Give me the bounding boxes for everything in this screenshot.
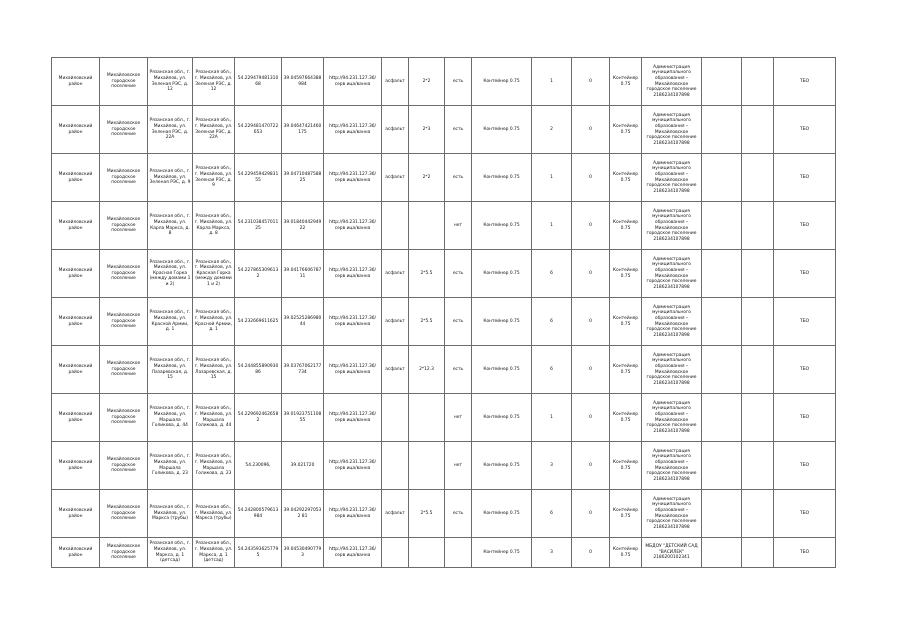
cell-container-count: 1: [532, 202, 572, 250]
cell-area: [409, 394, 445, 442]
cell-container-type: Контейнер 0.75: [472, 250, 532, 298]
cell-area: [409, 442, 445, 490]
cell-container-planned: 0: [572, 442, 610, 490]
cell-container-kind: Контейнер 0.75: [610, 490, 642, 538]
cell-empty-a: [702, 538, 742, 568]
cell-settlement: Михайловское городское поселение: [100, 154, 148, 202]
cell-empty-b: [742, 58, 774, 106]
cell-longitude: 39.021720: [282, 442, 324, 490]
cell-container-type: Контейнер 0.75: [472, 490, 532, 538]
cell-empty-b: [742, 154, 774, 202]
table-row: [52, 58, 836, 106]
cell-district: Михайловский район: [52, 106, 100, 154]
cell-container-kind: Контейнер 0.75: [610, 538, 642, 568]
cell-empty-b: [742, 394, 774, 442]
cell-container-count: 1: [532, 154, 572, 202]
cell-container-type: Контейнер 0.75: [472, 442, 532, 490]
cell-surface: асфальт: [382, 298, 409, 346]
cell-empty-b: [742, 442, 774, 490]
cell-address: Рязанская обл., г. Михайлов, ул. Маркса, д. 1 (детсад): [148, 538, 193, 568]
cell-settlement: Михайловское городское поселение: [100, 394, 148, 442]
cell-owner: Администрация муниципального образования – Михайловское городское поселение 2186234107898: [642, 346, 702, 394]
cell-url: http://94.231.127.36/серв ица/ванна: [324, 442, 382, 490]
cell-address: Рязанская обл., г. Михайлов, ул. Лазаревская, д. 15: [148, 346, 193, 394]
cell-address: Рязанская обл., г. Михайлов, ул. Зеленая РЭС, д. 22А: [148, 106, 193, 154]
cell-address: Рязанская обл., г. Михайлов, ул. Маршала Голикова, д. 23: [148, 442, 193, 490]
cell-container-kind: Контейнер 0.75: [610, 250, 642, 298]
cell-container-planned: 0: [572, 490, 610, 538]
cell-address: Рязанская обл., г. Михайлов, ул. Маршала Голикова, д. 44: [148, 394, 193, 442]
cell-surface: [382, 442, 409, 490]
cell-settlement: Михайловское городское поселение: [100, 442, 148, 490]
cell-waste-type: ТБО: [774, 106, 836, 154]
cell-district: Михайловский район: [52, 250, 100, 298]
cell-fence: нет: [445, 202, 472, 250]
cell-container-type: Контейнер 0.75: [472, 538, 532, 568]
cell-fence: нет: [445, 442, 472, 490]
cell-surface: [382, 394, 409, 442]
cell-area: [409, 202, 445, 250]
cell-address-detail: Рязанская обл., г. Михайлов, ул. Маркса (трубы): [193, 490, 235, 538]
cell-district: Михайловский район: [52, 298, 100, 346]
cell-address-detail: Рязанская обл., г. Михайлов, ул. Зеленая РЭС, д. 12: [193, 58, 235, 106]
cell-empty-b: [742, 490, 774, 538]
cell-fence: есть: [445, 490, 472, 538]
cell-container-count: 3: [532, 442, 572, 490]
cell-owner: Администрация муниципального образования – Михайловское городское поселение 2186234107898: [642, 442, 702, 490]
cell-latitude: 54.242800579613 984: [235, 490, 282, 538]
cell-area: 2*5.5: [409, 298, 445, 346]
cell-container-count: 6: [532, 250, 572, 298]
cell-container-planned: 0: [572, 154, 610, 202]
cell-longitude: 39.03767062177 734: [282, 346, 324, 394]
cell-container-kind: Контейнер 0.75: [610, 202, 642, 250]
cell-address-detail: Рязанская обл., г. Михайлов, ул. Маркса, д. 1 (детсад): [193, 538, 235, 568]
cell-empty-a: [702, 346, 742, 394]
cell-surface: асфальт: [382, 106, 409, 154]
registry-table: [51, 57, 836, 568]
cell-address-detail: Рязанская обл., г. Михайлов, ул. Красной Армии, д. 1: [193, 298, 235, 346]
table-row: [52, 202, 836, 250]
cell-container-kind: Контейнер 0.75: [610, 58, 642, 106]
cell-address-detail: Рязанская обл., г. Михайлов, ул. Лазаревская, д. 15: [193, 346, 235, 394]
cell-address: Рязанская обл., г. Михайлов, ул. Красная Горка (между домами 1 и 2): [148, 250, 193, 298]
cell-url: http://94.231.127.36/серв ица/ванна: [324, 106, 382, 154]
cell-container-planned: 0: [572, 346, 610, 394]
cell-container-type: Контейнер 0.75: [472, 154, 532, 202]
cell-longitude: 39.01923751108 55: [282, 394, 324, 442]
cell-waste-type: ТБО: [774, 58, 836, 106]
cell-url: http://94.231.127.36/серв ица/ванна: [324, 394, 382, 442]
cell-empty-b: [742, 298, 774, 346]
cell-waste-type: ТБО: [774, 538, 836, 568]
table-row: [52, 106, 836, 154]
cell-url: http://94.231.127.36/серв ица/ванна: [324, 346, 382, 394]
cell-district: Михайловский район: [52, 538, 100, 568]
cell-longitude: 39.04292297053 2 81: [282, 490, 324, 538]
cell-empty-b: [742, 250, 774, 298]
cell-empty-a: [702, 154, 742, 202]
cell-owner: Администрация муниципального образования – Михайловское городское поселение 2186234107898: [642, 154, 702, 202]
cell-district: Михайловский район: [52, 490, 100, 538]
cell-district: Михайловский район: [52, 202, 100, 250]
cell-waste-type: ТБО: [774, 346, 836, 394]
cell-container-type: Контейнер 0.75: [472, 298, 532, 346]
cell-empty-a: [702, 202, 742, 250]
cell-latitude: 54.244855890930 86: [235, 346, 282, 394]
cell-container-type: Контейнер 0.75: [472, 58, 532, 106]
table-row: [52, 298, 836, 346]
cell-waste-type: ТБО: [774, 394, 836, 442]
table-row: [52, 346, 836, 394]
cell-area: 2*2: [409, 154, 445, 202]
cell-url: http://94.231.127.36/серв ица/ванна: [324, 298, 382, 346]
cell-waste-type: ТБО: [774, 442, 836, 490]
table-row: [52, 250, 836, 298]
cell-longitude: 39.04530490779 3: [282, 538, 324, 568]
cell-settlement: Михайловское городское поселение: [100, 346, 148, 394]
cell-latitude: 54.231038457011 25: [235, 202, 282, 250]
cell-container-type: Контейнер 0.75: [472, 202, 532, 250]
cell-address: Рязанская обл., г. Михайлов, ул. Красной Армии, д. 1: [148, 298, 193, 346]
cell-waste-type: ТБО: [774, 250, 836, 298]
cell-latitude: 54.229479481310 68: [235, 58, 282, 106]
cell-fence: есть: [445, 154, 472, 202]
cell-district: Михайловский район: [52, 154, 100, 202]
cell-address: Рязанская обл., г. Михайлов, ул. Зеленая РЭС, д. 12: [148, 58, 193, 106]
table-row: [52, 490, 836, 538]
cell-waste-type: ТБО: [774, 490, 836, 538]
table-row: [52, 538, 836, 568]
cell-address-detail: Рязанская обл., г. Михайлов, ул. Карла Маркса, д. 8: [193, 202, 235, 250]
cell-owner: Администрация муниципального образования – Михайловское городское поселение 2186234107898: [642, 298, 702, 346]
cell-empty-a: [702, 442, 742, 490]
cell-container-planned: 0: [572, 538, 610, 568]
cell-latitude: 54.229481470722 653: [235, 106, 282, 154]
cell-container-planned: 0: [572, 250, 610, 298]
cell-area: [409, 538, 445, 568]
cell-container-kind: Контейнер 0.75: [610, 442, 642, 490]
cell-latitude: 54.227865309613 2: [235, 250, 282, 298]
table-row: [52, 394, 836, 442]
cell-longitude: 39.04710487588 25: [282, 154, 324, 202]
cell-longitude: 39.01840442949 22: [282, 202, 324, 250]
cell-district: Михайловский район: [52, 58, 100, 106]
cell-address: Рязанская обл., г. Михайлов, ул. Карла Маркса, д. 8: [148, 202, 193, 250]
cell-longitude: 39.02525286980 44: [282, 298, 324, 346]
cell-surface: асфальт: [382, 250, 409, 298]
cell-owner: Администрация муниципального образования – Михайловское городское поселение 2186234107898: [642, 394, 702, 442]
cell-latitude: 54.232669611625: [235, 298, 282, 346]
cell-waste-type: ТБО: [774, 202, 836, 250]
cell-district: Михайловский район: [52, 394, 100, 442]
cell-surface: асфальт: [382, 346, 409, 394]
cell-area: 2*2: [409, 58, 445, 106]
cell-surface: асфальт: [382, 490, 409, 538]
cell-empty-a: [702, 106, 742, 154]
cell-container-count: 3: [532, 538, 572, 568]
cell-longitude: 39.04647421460 175: [282, 106, 324, 154]
cell-settlement: Михайловское городское поселение: [100, 106, 148, 154]
cell-url: http://94.231.127.36/серв ица/ванна: [324, 250, 382, 298]
cell-container-type: Контейнер 0.75: [472, 106, 532, 154]
cell-empty-a: [702, 58, 742, 106]
cell-district: Михайловский район: [52, 346, 100, 394]
cell-container-kind: Контейнер 0.75: [610, 154, 642, 202]
cell-fence: есть: [445, 58, 472, 106]
cell-surface: [382, 538, 409, 568]
cell-surface: асфальт: [382, 58, 409, 106]
cell-url: http://94.231.127.36/серв ица/ванна: [324, 202, 382, 250]
cell-url: http://94.231.127.36/серв ица/ванна: [324, 154, 382, 202]
cell-district: Михайловский район: [52, 442, 100, 490]
cell-owner: Администрация муниципального образования – Михайловское городское поселение 2186234107898: [642, 58, 702, 106]
cell-container-count: 6: [532, 490, 572, 538]
cell-area: 2*5.5: [409, 250, 445, 298]
cell-fence: [445, 538, 472, 568]
cell-settlement: Михайловское городское поселение: [100, 490, 148, 538]
cell-address-detail: Рязанская обл., г. Михайлов, ул. Маршала Голикова, д. 44: [193, 394, 235, 442]
cell-empty-a: [702, 490, 742, 538]
cell-empty-a: [702, 250, 742, 298]
cell-container-planned: 0: [572, 106, 610, 154]
cell-container-kind: Контейнер 0.75: [610, 346, 642, 394]
cell-settlement: Михайловское городское поселение: [100, 298, 148, 346]
cell-container-planned: 0: [572, 394, 610, 442]
cell-container-count: 6: [532, 346, 572, 394]
cell-container-count: 2: [532, 106, 572, 154]
cell-url: http://94.231.127.36/серв ица/ванна: [324, 490, 382, 538]
cell-address-detail: Рязанская обл., г. Михайлов, ул. Маршала Голикова, д. 23: [193, 442, 235, 490]
cell-container-type: Контейнер 0.75: [472, 394, 532, 442]
cell-waste-type: ТБО: [774, 154, 836, 202]
cell-latitude: 54.243593625779 5: [235, 538, 282, 568]
cell-address-detail: Рязанская обл., г. Михайлов, ул. Зеленая РЭС, д. 9: [193, 154, 235, 202]
cell-owner: МБДОУ "ДЕТСКИЙ САД "ВАСИЛЕК" 2186200102341: [642, 538, 702, 568]
table-row: [52, 442, 836, 490]
cell-address-detail: Рязанская обл., г. Михайлов, ул. Красная Горка (между домами 1 и 2): [193, 250, 235, 298]
cell-latitude: 54.230096,: [235, 442, 282, 490]
cell-url: http://94.231.127.36/серв ица/ванна: [324, 58, 382, 106]
cell-container-planned: 0: [572, 58, 610, 106]
cell-longitude: 39.04597664388 984: [282, 58, 324, 106]
cell-address: Рязанская обл., г. Михайлов, ул. Зеленая РЭС, д. 9: [148, 154, 193, 202]
cell-container-count: 1: [532, 58, 572, 106]
cell-fence: есть: [445, 298, 472, 346]
cell-container-planned: 0: [572, 202, 610, 250]
cell-surface: [382, 202, 409, 250]
cell-fence: есть: [445, 106, 472, 154]
cell-owner: Администрация муниципального образования – Михайловское городское поселение 2186234107898: [642, 250, 702, 298]
cell-empty-a: [702, 298, 742, 346]
cell-empty-b: [742, 346, 774, 394]
cell-settlement: Михайловское городское поселение: [100, 202, 148, 250]
cell-fence: есть: [445, 346, 472, 394]
cell-surface: асфальт: [382, 154, 409, 202]
cell-empty-b: [742, 202, 774, 250]
cell-container-count: 1: [532, 394, 572, 442]
cell-empty-a: [702, 394, 742, 442]
cell-owner: Администрация муниципального образования – Михайловское городское поселение 2186234107898: [642, 106, 702, 154]
cell-container-kind: Контейнер 0.75: [610, 394, 642, 442]
cell-settlement: Михайловское городское поселение: [100, 58, 148, 106]
cell-owner: Администрация муниципального образования – Михайловское городское поселение 2186234107898: [642, 202, 702, 250]
cell-fence: есть: [445, 250, 472, 298]
cell-area: 2*12.3: [409, 346, 445, 394]
cell-settlement: Михайловское городское поселение: [100, 250, 148, 298]
cell-owner: Администрация муниципального образования – Михайловское городское поселение 2186234107898: [642, 490, 702, 538]
cell-area: 2*5.5: [409, 490, 445, 538]
cell-container-count: 6: [532, 298, 572, 346]
table-row: [52, 154, 836, 202]
cell-latitude: 54.229459429831 55: [235, 154, 282, 202]
cell-area: 2*3: [409, 106, 445, 154]
cell-container-kind: Контейнер 0.75: [610, 106, 642, 154]
cell-container-kind: Контейнер 0.75: [610, 298, 642, 346]
cell-settlement: Михайловское городское поселение: [100, 538, 148, 568]
cell-fence: нет: [445, 394, 472, 442]
cell-url: http://94.231.127.36/серв ица/ванна: [324, 538, 382, 568]
cell-waste-type: ТБО: [774, 298, 836, 346]
cell-container-planned: 0: [572, 298, 610, 346]
cell-container-type: Контейнер 0.75: [472, 346, 532, 394]
cell-address-detail: Рязанская обл., г. Михайлов, ул. Зеленая РЭС, д. 22А: [193, 106, 235, 154]
cell-latitude: 54.229692462658 2: [235, 394, 282, 442]
cell-address: Рязанская обл., г. Михайлов, ул. Маркса (трубы): [148, 490, 193, 538]
cell-empty-b: [742, 106, 774, 154]
cell-empty-b: [742, 538, 774, 568]
cell-longitude: 39.04176606787 11: [282, 250, 324, 298]
